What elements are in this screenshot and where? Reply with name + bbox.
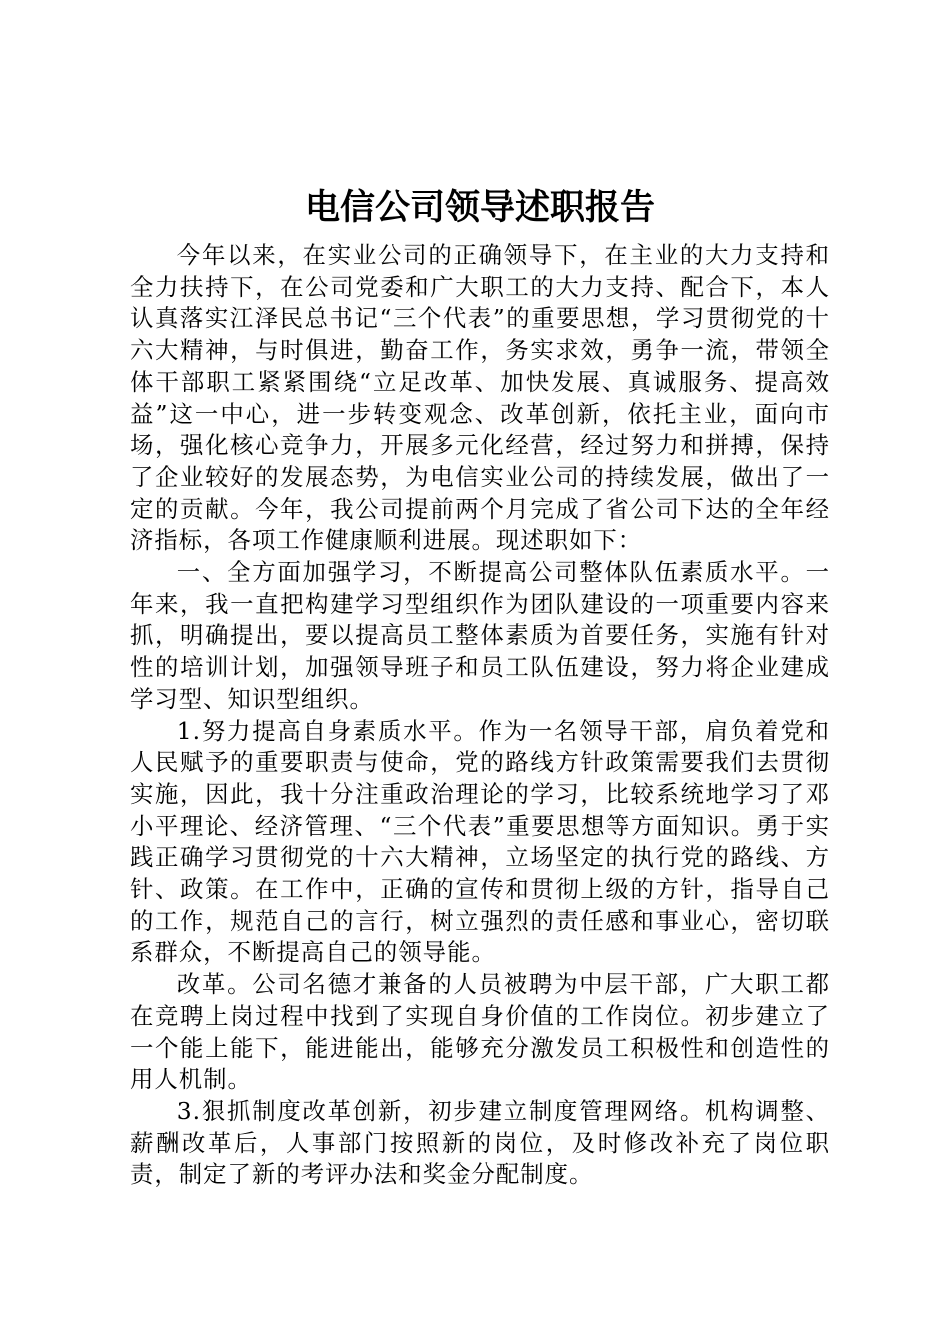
document-title: 电信公司领导述职报告 [304, 188, 655, 228]
paragraph-item-3: 3.狠抓制度改革创新，初步建立制度管理网络。机构调整、薪酬改革后，人事部门按照新的岗位，及时修改补充了岗位职责，制定了新的考评办法和奖金分配制度。 [130, 1096, 830, 1189]
paragraph-reform: 改革。公司名德才兼备的人员被聘为中层干部，广大职工都在竞聘上岗过程中找到了实现自身价值的工作岗位。初步建立了一个能上能下，能进能出，能够充分激发员工积极性和创造性的用人机制。 [130, 970, 830, 1094]
paragraph-section-1: 一、全方面加强学习，不断提高公司整体队伍素质水平。一年来，我一直把构建学习型组织作为团队建设的一项重要内容来抓，明确提出，要以提高员工整体素质为首要任务，实施有针对性的培训计划，加强领导班子和员工队伍建设，努力将企业建成学习型、知识型组织。 [130, 558, 830, 713]
paragraph-item-1: 1.努力提高自身素质水平。作为一名领导干部，肩负着党和人民赋予的重要职责与使命，党的路线方针政策需要我们去贯彻实施，因此，我十分注重政治理论的学习，比较系统地学习了邓小平理论、经济管理、“三个代表”重要思想等方面知识。勇于实践正确学习贯彻党的十六大精神，立场坚定的执行党的路线、方针、政策。在工作中，正确的宣传和贯彻上级的方针，指导自己的工作，规范自己的言行，树立强烈的责任感和事业心，密切联系群众，不断提高自己的领导能。 [130, 716, 830, 967]
document-page [130, 182, 830, 1191]
paragraph-intro: 今年以来，在实业公司的正确领导下，在主业的大力支持和全力扶持下，在公司党委和广大职工的大力支持、配合下，本人认真落实江泽民总书记“三个代表”的重要思想，学习贯彻党的十六大精神，与时俱进，勤奋工作，务实求效，勇争一流，带领全体干部职工紧紧围绕“立足改革、加快发展、真诚服务、提高效益”这一中心，进一步转变观念、改革创新，依托主业，面向市场，强化核心竞争力，开展多元化经营，经过努力和拼搏，保持了企业较好的发展态势，为电信实业公司的持续发展，做出了一定的贡献。今年，我公司提前两个月完成了省公司下达的全年经济指标，各项工作健康顺利进展。现述职如下： [130, 241, 830, 555]
